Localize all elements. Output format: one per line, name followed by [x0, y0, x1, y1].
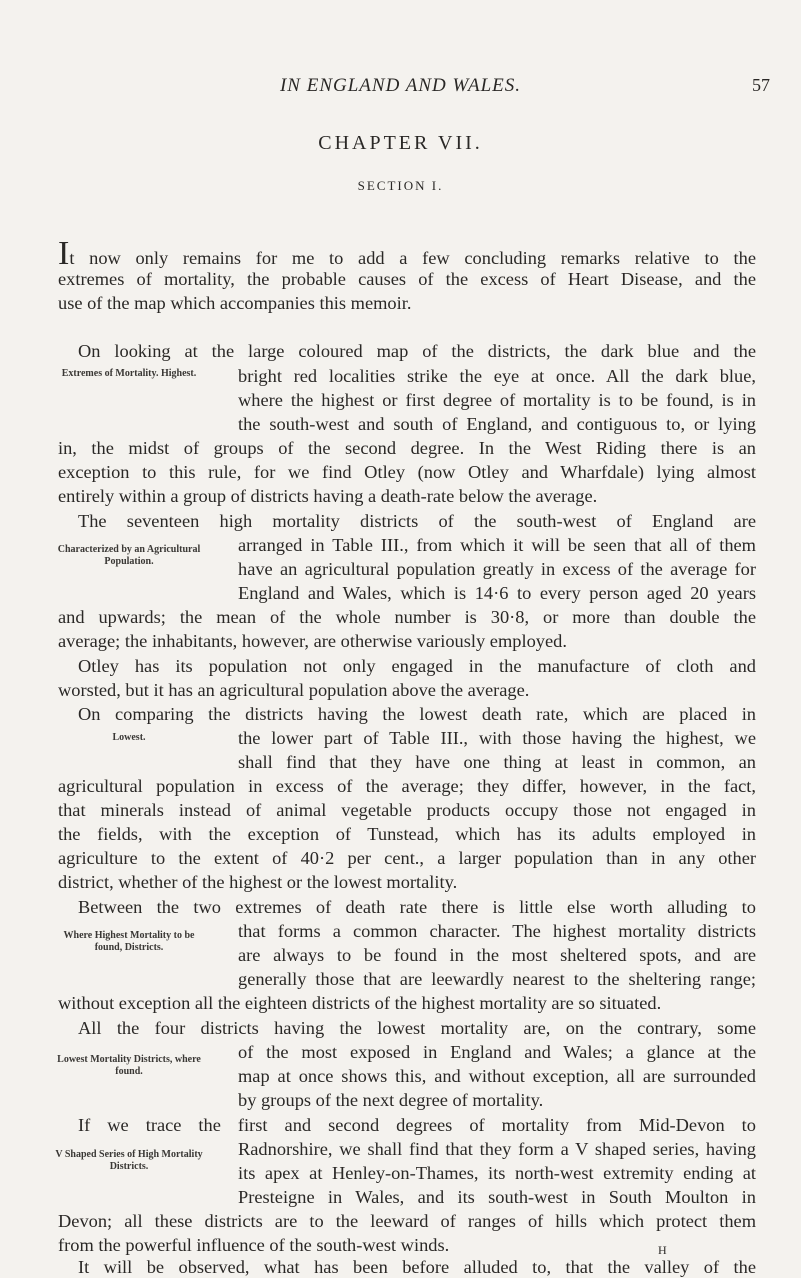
text-line: in, the midst of groups of the second degree. In the West Riding there is an: [58, 438, 756, 458]
text-line: and upwards; the mean of the whole number is 30·8, or more than double the: [58, 607, 756, 627]
text-line: are always to be found in the most sheltered spots, and are: [238, 945, 756, 965]
text-line: All the four districts having the lowest mortality are, on the contrary, some: [78, 1018, 756, 1038]
text-line: It will be observed, what has been before alluded to, that the valley of the: [78, 1257, 756, 1277]
text-line: from the powerful influence of the south-west winds.: [58, 1235, 450, 1255]
text-line: district, whether of the highest or the lowest mortality.: [58, 872, 458, 892]
text-line: The seventeen high mortality districts of the south-west of England are: [78, 511, 756, 531]
text-line: use of the map which accompanies this memoir.: [58, 293, 412, 313]
text-line: If we trace the first and second degrees of mortality from Mid-Devon to: [78, 1115, 756, 1135]
chapter-heading: CHAPTER VII.: [318, 132, 483, 154]
sidenote: V Shaped Series of High Mortality Districts.: [55, 1149, 203, 1172]
text-line: by groups of the next degree of mortality.: [238, 1090, 544, 1110]
sidenote: Extremes of Mortality. Highest.: [61, 368, 197, 379]
text-line: exception to this rule, for we find Otley (now Otley and Wharfdale) lying almost: [58, 462, 756, 482]
signature-mark: H: [658, 1243, 667, 1257]
sidenote: Lowest.: [112, 732, 146, 743]
text-line: entirely within a group of districts having a death-rate below the average.: [58, 486, 598, 506]
text-line: Devon; all these districts are to the leeward of ranges of hills which protect them: [58, 1211, 756, 1231]
text-line: where the highest or first degree of mortality is to be found, is in: [238, 390, 756, 410]
text-line: shall find that they have one thing at least in common, an: [238, 752, 756, 772]
text-line: that minerals instead of animal vegetable products occupy those not engaged in: [58, 800, 756, 820]
sidenote: Lowest Mortality Districts, where found.: [57, 1054, 201, 1077]
drop-cap: I: [58, 235, 70, 272]
page-number: 57: [752, 75, 770, 95]
sidenote: Characterized by an Agricultural Population.: [57, 544, 201, 567]
text-line: worsted, but it has an agricultural population above the average.: [58, 680, 530, 700]
text-line: generally those that are leewardly nearest to the sheltering range;: [238, 969, 756, 989]
text-line: the south-west and south of England, and contiguous to, or lying: [238, 414, 756, 434]
text-line: average; the inhabitants, however, are otherwise variously employed.: [58, 631, 567, 651]
text-line: of the most exposed in England and Wales; a glance at the: [238, 1042, 756, 1062]
sidenote: Where Highest Mortality to be found, Districts.: [63, 930, 195, 953]
text-line: the lower part of Table III., with those having the highest, we: [238, 728, 756, 748]
text-line: extremes of mortality, the probable causes of the excess of Heart Disease, and the: [58, 269, 756, 289]
text-line: the fields, with the exception of Tunstead, which has its adults employed in: [58, 824, 756, 844]
text-line: without exception all the eighteen districts of the highest mortality are so situated.: [58, 993, 662, 1013]
text-line: its apex at Henley-on-Thames, its north-west extremity ending at: [238, 1163, 756, 1183]
text-line: England and Wales, which is 14·6 to every person aged 20 years: [238, 583, 756, 603]
text-line: Otley has its population not only engaged in the manufacture of cloth and: [78, 656, 756, 676]
text-line: Radnorshire, we shall find that they form a V shaped series, having: [238, 1139, 756, 1159]
text-line: map at once shows this, and without exception, all are surrounded: [238, 1066, 756, 1086]
text-line: On looking at the large coloured map of the districts, the dark blue and the: [78, 341, 756, 361]
text-line: arranged in Table III., from which it will be seen that all of them: [238, 535, 756, 555]
text-line: have an agricultural population greatly in excess of the average for: [238, 559, 756, 579]
text-line: agricultural population in excess of the average; they differ, however, in the fact,: [58, 776, 756, 796]
text-line: Presteigne in Wales, and its south-west in South Moulton in: [238, 1187, 756, 1207]
text-line: Between the two extremes of death rate there is little else worth alluding to: [78, 897, 756, 917]
text-line: bright red localities strike the eye at once. All the dark blue,: [238, 366, 756, 386]
text-line: It now only remains for me to add a few concluding remarks relative to the: [58, 235, 756, 272]
section-heading: SECTION I.: [357, 178, 444, 193]
text-line: that forms a common character. The highest mortality districts: [238, 921, 756, 941]
text-line: agriculture to the extent of 40·2 per cent., a larger population than in any other: [58, 848, 756, 868]
running-head: IN ENGLAND AND WALES.: [279, 75, 521, 96]
text-line: On comparing the districts having the lowest death rate, which are placed in: [78, 704, 756, 724]
